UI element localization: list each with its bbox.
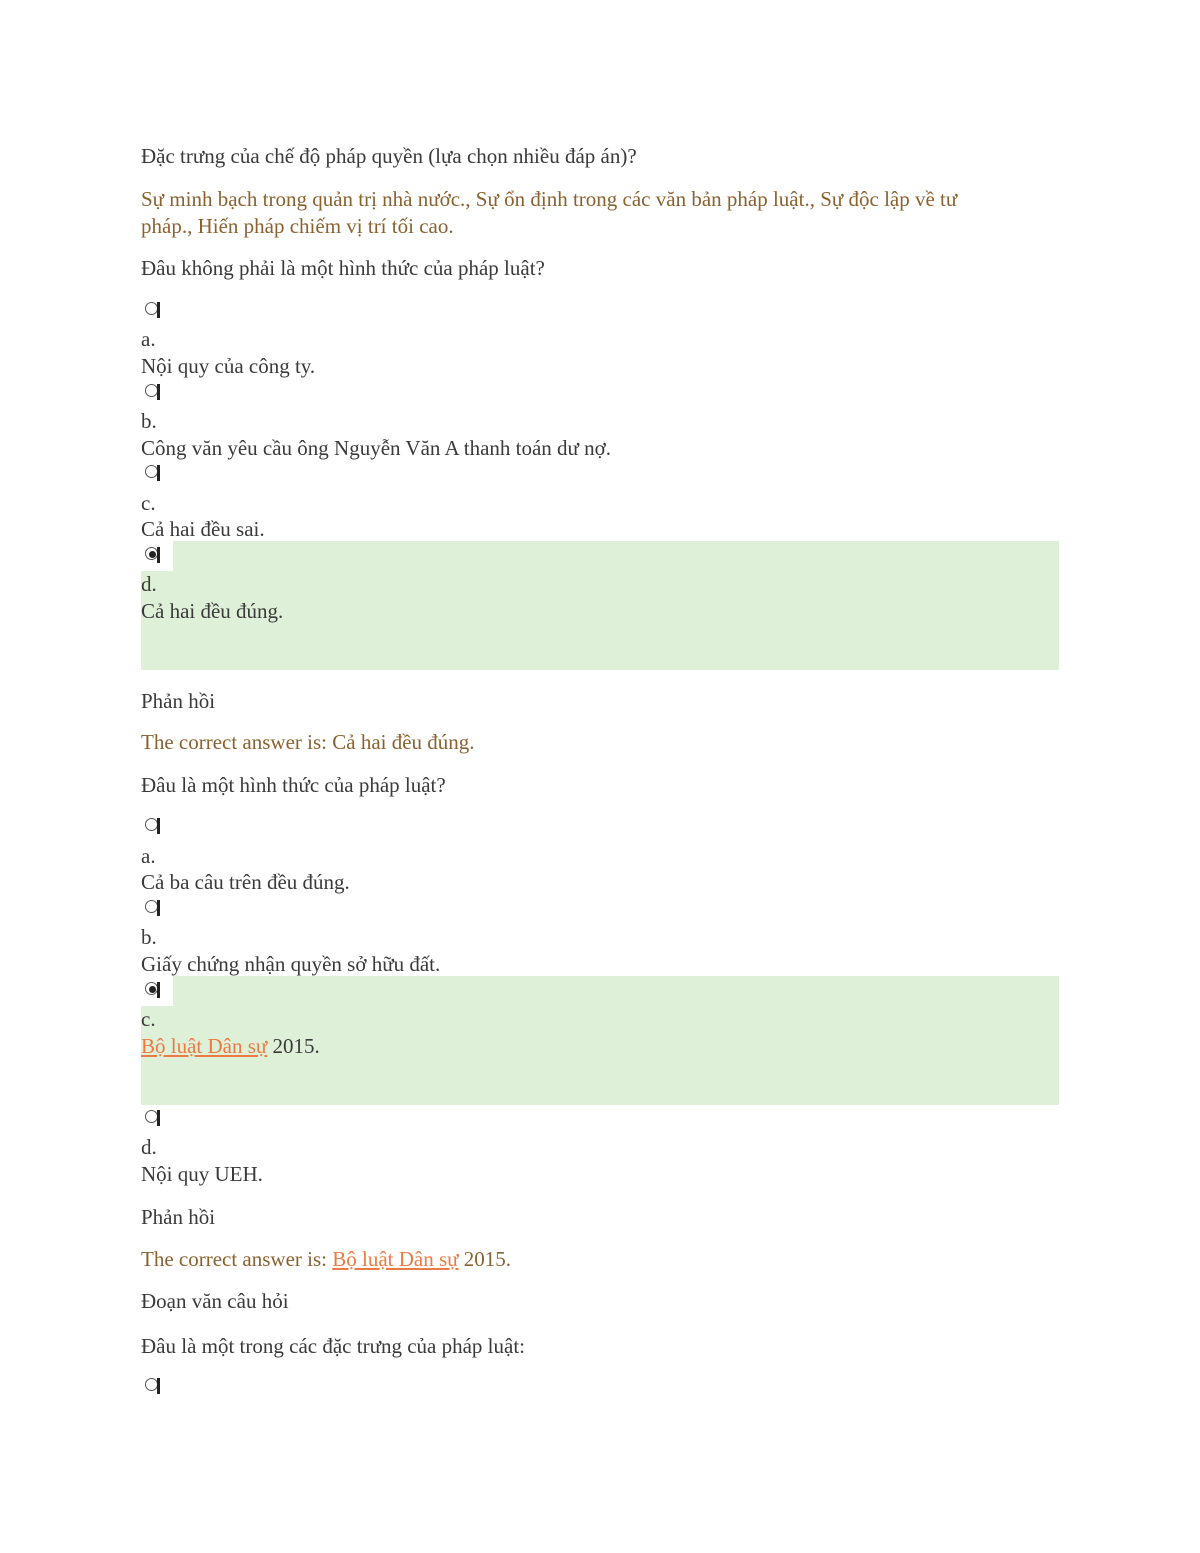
option-letter: c. [141, 491, 156, 515]
option-letter: c. [141, 1007, 156, 1031]
option-letter: a. [141, 844, 156, 868]
feedback-label: Phản hồi [141, 1205, 216, 1229]
option-letter: b. [141, 925, 157, 949]
option-letter: d. [141, 1135, 157, 1159]
correct-answer-suffix: 2015. [458, 1247, 512, 1271]
correct-answer-link[interactable]: Bộ luật Dân sự [332, 1247, 459, 1271]
question-1-answer-line-2: pháp., Hiến pháp chiếm vị trí tối cao. [141, 214, 454, 238]
option-text [141, 1033, 1059, 1060]
option-text: Cả hai đều đúng. [141, 599, 284, 623]
question-2-text: Đâu không phải là một hình thức của pháp luật? [141, 256, 545, 280]
radio-button-q2-d-selected[interactable] [143, 545, 163, 565]
question-section-label: Đoạn văn câu hỏi [141, 1289, 289, 1313]
radio-button-q3-c-selected[interactable] [143, 980, 163, 1000]
radio-button-q3-d[interactable] [143, 1108, 163, 1128]
option-text: Giấy chứng nhận quyền sở hữu đất. [141, 952, 441, 976]
option-text: Cả ba câu trên đều đúng. [141, 870, 350, 894]
radio-button-q2-c[interactable] [143, 463, 163, 483]
question-3-text: Đâu là một hình thức của pháp luật? [141, 773, 446, 797]
option-text: Nội quy của công ty. [141, 354, 316, 378]
option-letter: a. [141, 327, 156, 351]
radio-button-q3-a[interactable] [143, 816, 163, 836]
option-text: Cả hai đều sai. [141, 517, 265, 541]
option-letter: b. [141, 409, 157, 433]
bo-luat-dan-su-link[interactable]: Bộ luật Dân sự [141, 1034, 268, 1058]
correct-answer-prefix: The correct answer is: [141, 1247, 333, 1271]
option-text: Nội quy UEH. [141, 1162, 263, 1186]
question-4-text: Đâu là một trong các đặc trưng của pháp luật: [141, 1334, 525, 1358]
correct-answer-text [141, 1246, 1059, 1273]
feedback-label: Phản hồi [141, 689, 216, 713]
option-letter: d. [141, 572, 157, 596]
radio-button-q3-b[interactable] [143, 898, 163, 918]
radio-button-q2-a[interactable] [143, 300, 163, 320]
radio-button-q2-b[interactable] [143, 382, 163, 402]
radio-button-q4-a[interactable] [143, 1376, 163, 1396]
option-text: Công văn yêu cầu ông Nguyễn Văn A thanh toán dư nợ. [141, 436, 612, 460]
question-1-text: Đặc trưng của chế độ pháp quyền (lựa chọn nhiều đáp án)? [141, 144, 637, 168]
correct-answer-text: The correct answer is: Cả hai đều đúng. [141, 730, 475, 754]
option-suffix: 2015. [267, 1034, 320, 1058]
question-1-answer-line-1: Sự minh bạch trong quản trị nhà nước., Sự ổn định trong các văn bản pháp luật., Sự độc lập về tư [141, 187, 958, 211]
